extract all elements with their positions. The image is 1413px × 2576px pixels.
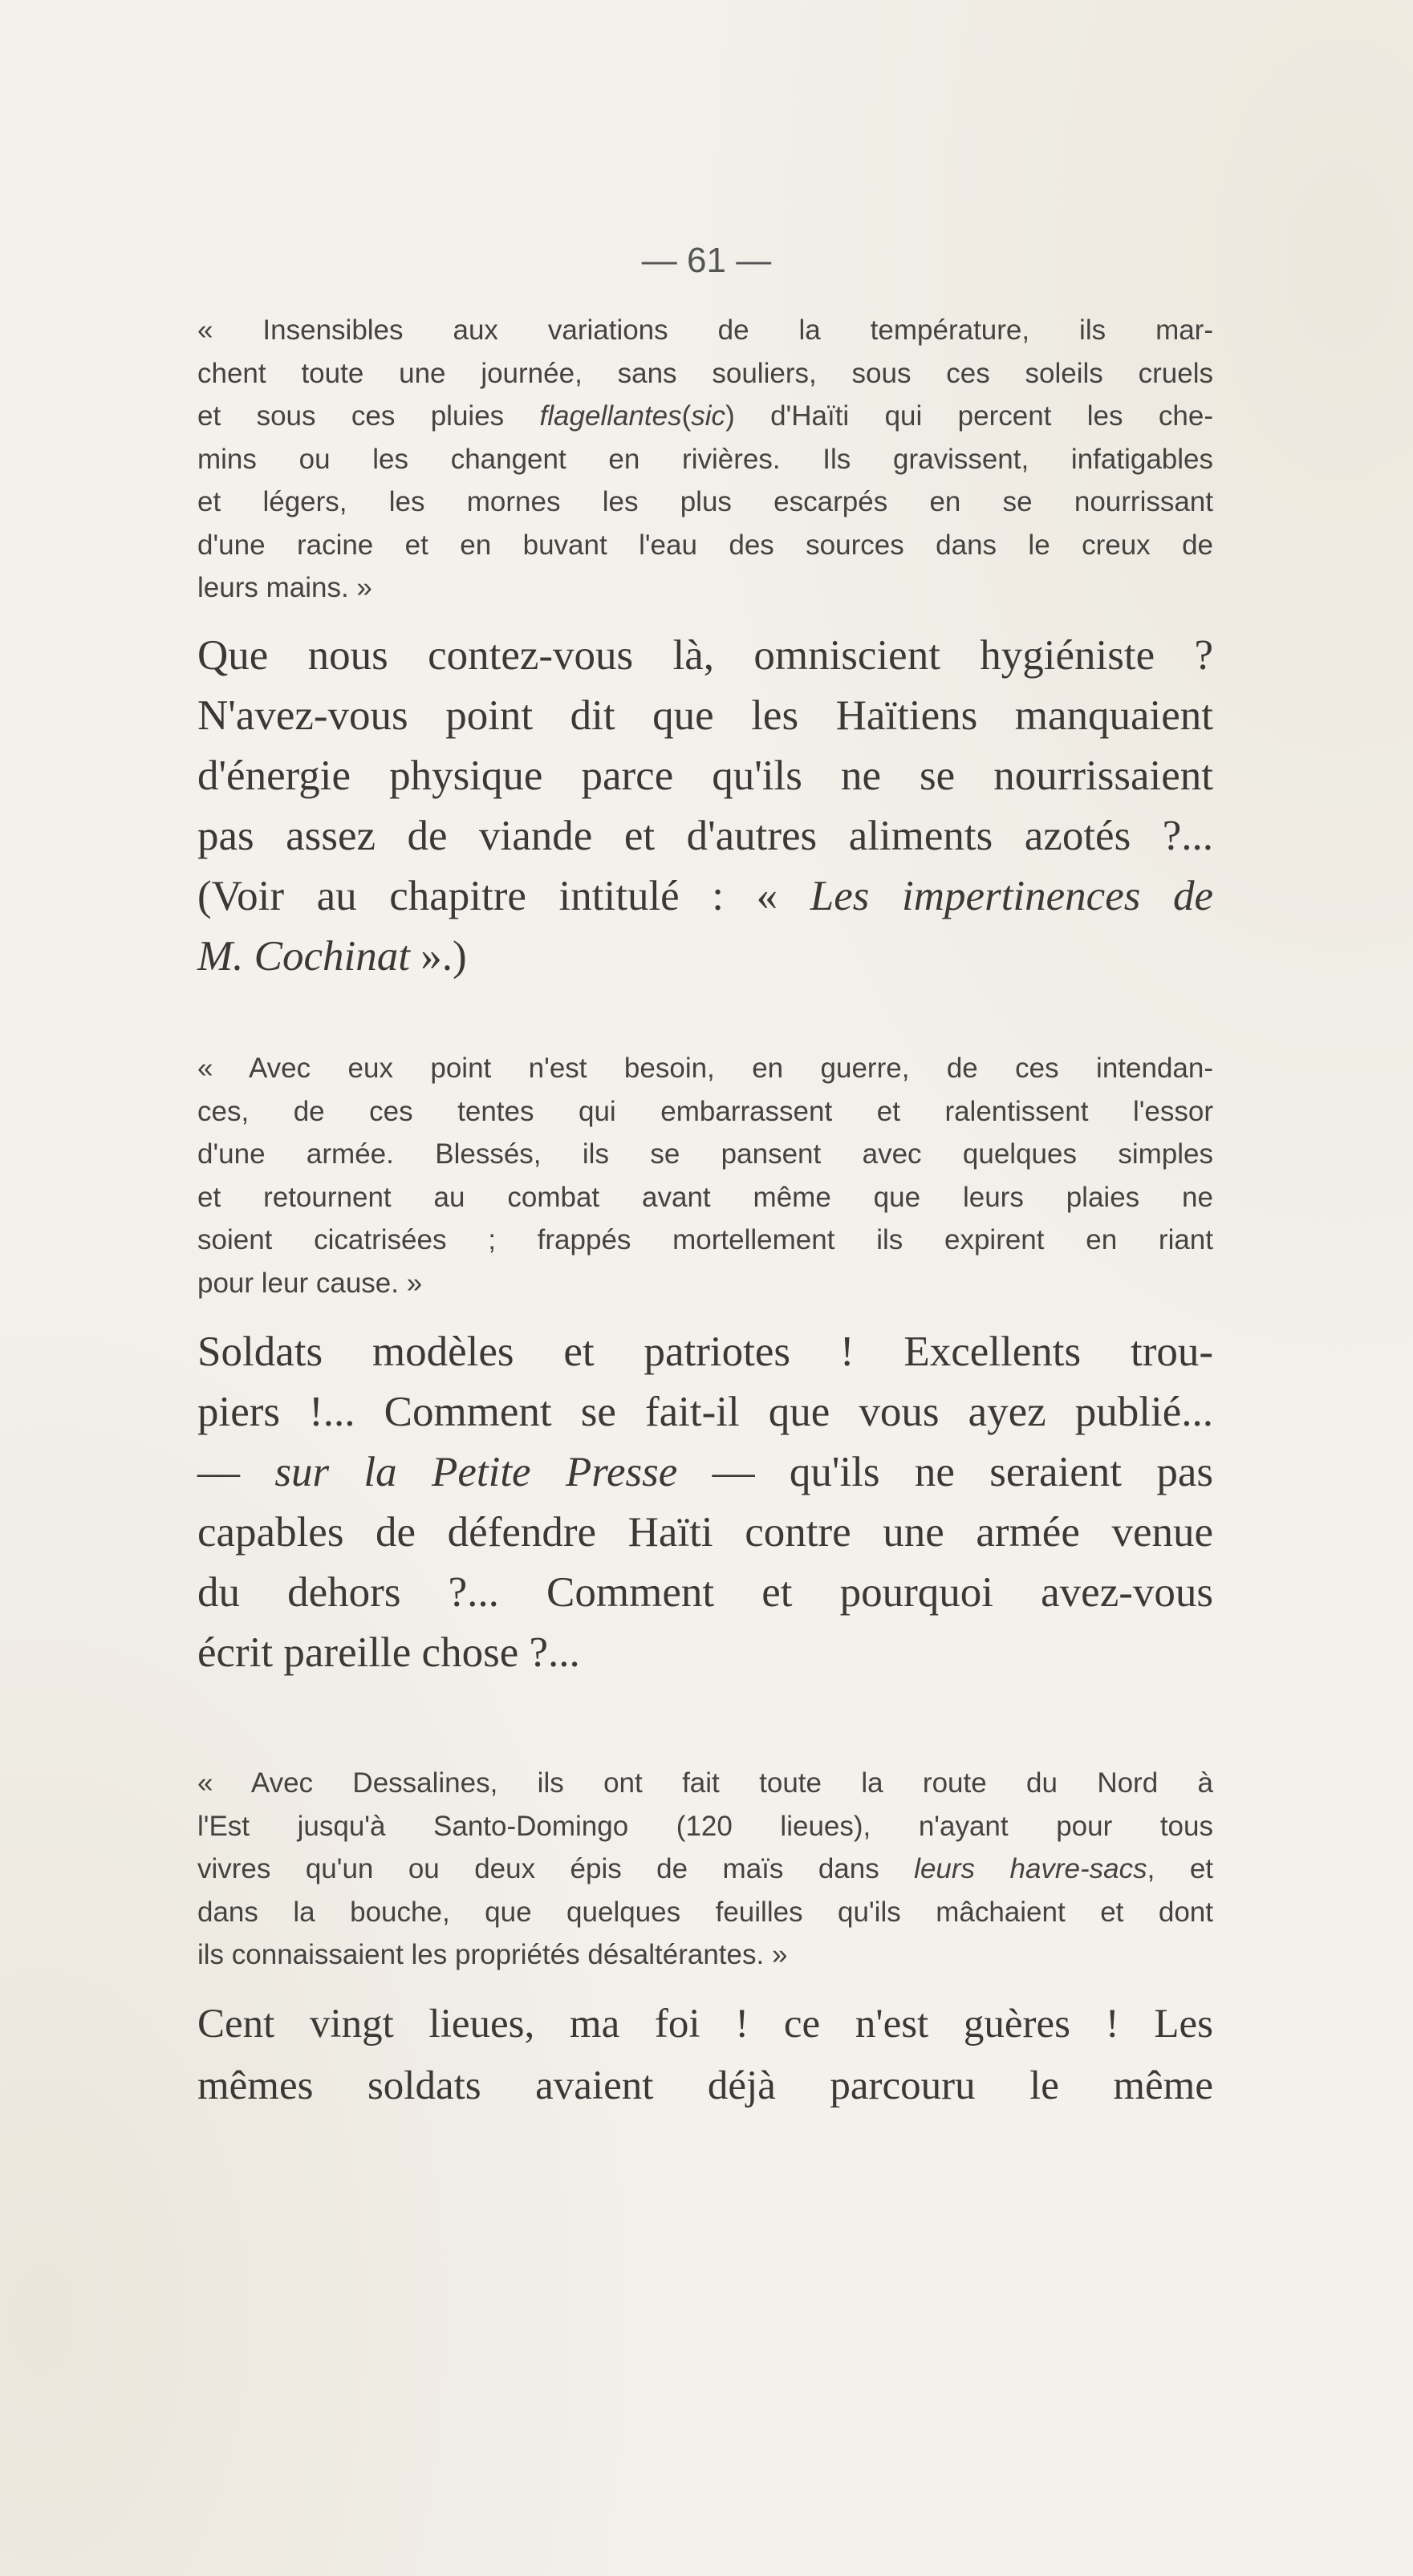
commentary-block-1	[197, 626, 1213, 987]
text-line: vivres qu'un ou deux épis de maïs dans leurs havre-sacs, et	[197, 1853, 1214, 1884]
italic-text: Les impertinences de	[810, 873, 1213, 919]
text-line: d'énergie physique parce qu'ils ne se nourrissaient	[197, 753, 1213, 799]
text-line: « Insensibles aux variations de la température, ils mar-	[197, 314, 1213, 346]
text-line: ils connaissaient les propriétés désaltérantes. »	[197, 1939, 788, 1970]
text-line: chent toute une journée, sans souliers, sous ces soleils cruels	[197, 357, 1213, 389]
text-line: piers !... Comment se fait-il que vous ayez publié...	[197, 1389, 1213, 1435]
italic-text: sic	[691, 400, 726, 432]
text-line: Cent vingt lieues, ma foi ! ce n'est guères ! Les	[197, 2002, 1213, 2047]
text-line: « Avec Dessalines, ils ont fait toute la route du Nord à	[197, 1767, 1213, 1799]
text-line: Soldats modèles et patriotes ! Excellents trou-	[197, 1329, 1213, 1375]
text-line: (Voir au chapitre intitulé : « Les impertinences de	[197, 873, 1213, 919]
text-line: et légers, les mornes les plus escarpés en se nourrissant	[197, 486, 1213, 517]
text-line: mins ou les changent en rivières. Ils gravissent, infatigables	[197, 443, 1213, 475]
quote-block-3	[197, 1762, 1213, 1977]
text-line: pas assez de viande et d'autres aliments azotés ?...	[197, 813, 1213, 859]
italic-text: flagellantes	[539, 400, 682, 432]
text-line: mêmes soldats avaient déjà parcouru le même	[197, 2063, 1213, 2108]
page-number: — 61 —	[641, 241, 772, 280]
commentary-block-3	[197, 1994, 1213, 2117]
text-line: écrit pareille chose ?...	[197, 1629, 580, 1676]
text-line: Que nous contez-vous là, omniscient hygiéniste ?	[197, 632, 1213, 679]
text-line: l'Est jusqu'à Santo-Domingo (120 lieues), n'ayant pour tous	[197, 1810, 1213, 1842]
text-line: leurs mains. »	[197, 572, 372, 603]
text-line: soient cicatrisées ; frappés mortellement ils expirent en riant	[197, 1224, 1213, 1256]
italic-text: M. Cochinat	[197, 933, 410, 980]
text-line: ces, de ces tentes qui embarrassent et ralentissent l'essor	[197, 1095, 1213, 1127]
text-line: N'avez-vous point dit que les Haïtiens manquaient	[197, 692, 1213, 739]
text-line: dans la bouche, que quelques feuilles qu'ils mâchaient et dont	[197, 1896, 1213, 1928]
quote-block-2	[197, 1047, 1213, 1304]
text-line: M. Cochinat ».)	[197, 933, 467, 980]
italic-text: leurs havre-sacs	[914, 1853, 1147, 1884]
text-line: et retournent au combat avant même que leurs plaies ne	[197, 1181, 1213, 1213]
text-line: capables de défendre Haïti contre une armée venue	[197, 1509, 1213, 1556]
text-line: d'une racine et en buvant l'eau des sources dans le creux de	[197, 529, 1213, 561]
text-line: d'une armée. Blessés, ils se pansent avec quelques simples	[197, 1138, 1213, 1170]
text-line: pour leur cause. »	[197, 1267, 423, 1299]
italic-text: sur la Petite Presse	[274, 1449, 678, 1495]
text-line: — sur la Petite Presse — qu'ils ne seraient pas	[197, 1449, 1214, 1495]
commentary-block-2	[197, 1322, 1213, 1683]
text-line: « Avec eux point n'est besoin, en guerre, de ces intendan-	[197, 1053, 1213, 1084]
text-line: du dehors ?... Comment et pourquoi avez-vous	[197, 1569, 1213, 1616]
text-line: et sous ces pluies flagellantes(sic) d'Haïti qui percent les che-	[197, 400, 1213, 432]
quote-block-1	[197, 309, 1213, 610]
